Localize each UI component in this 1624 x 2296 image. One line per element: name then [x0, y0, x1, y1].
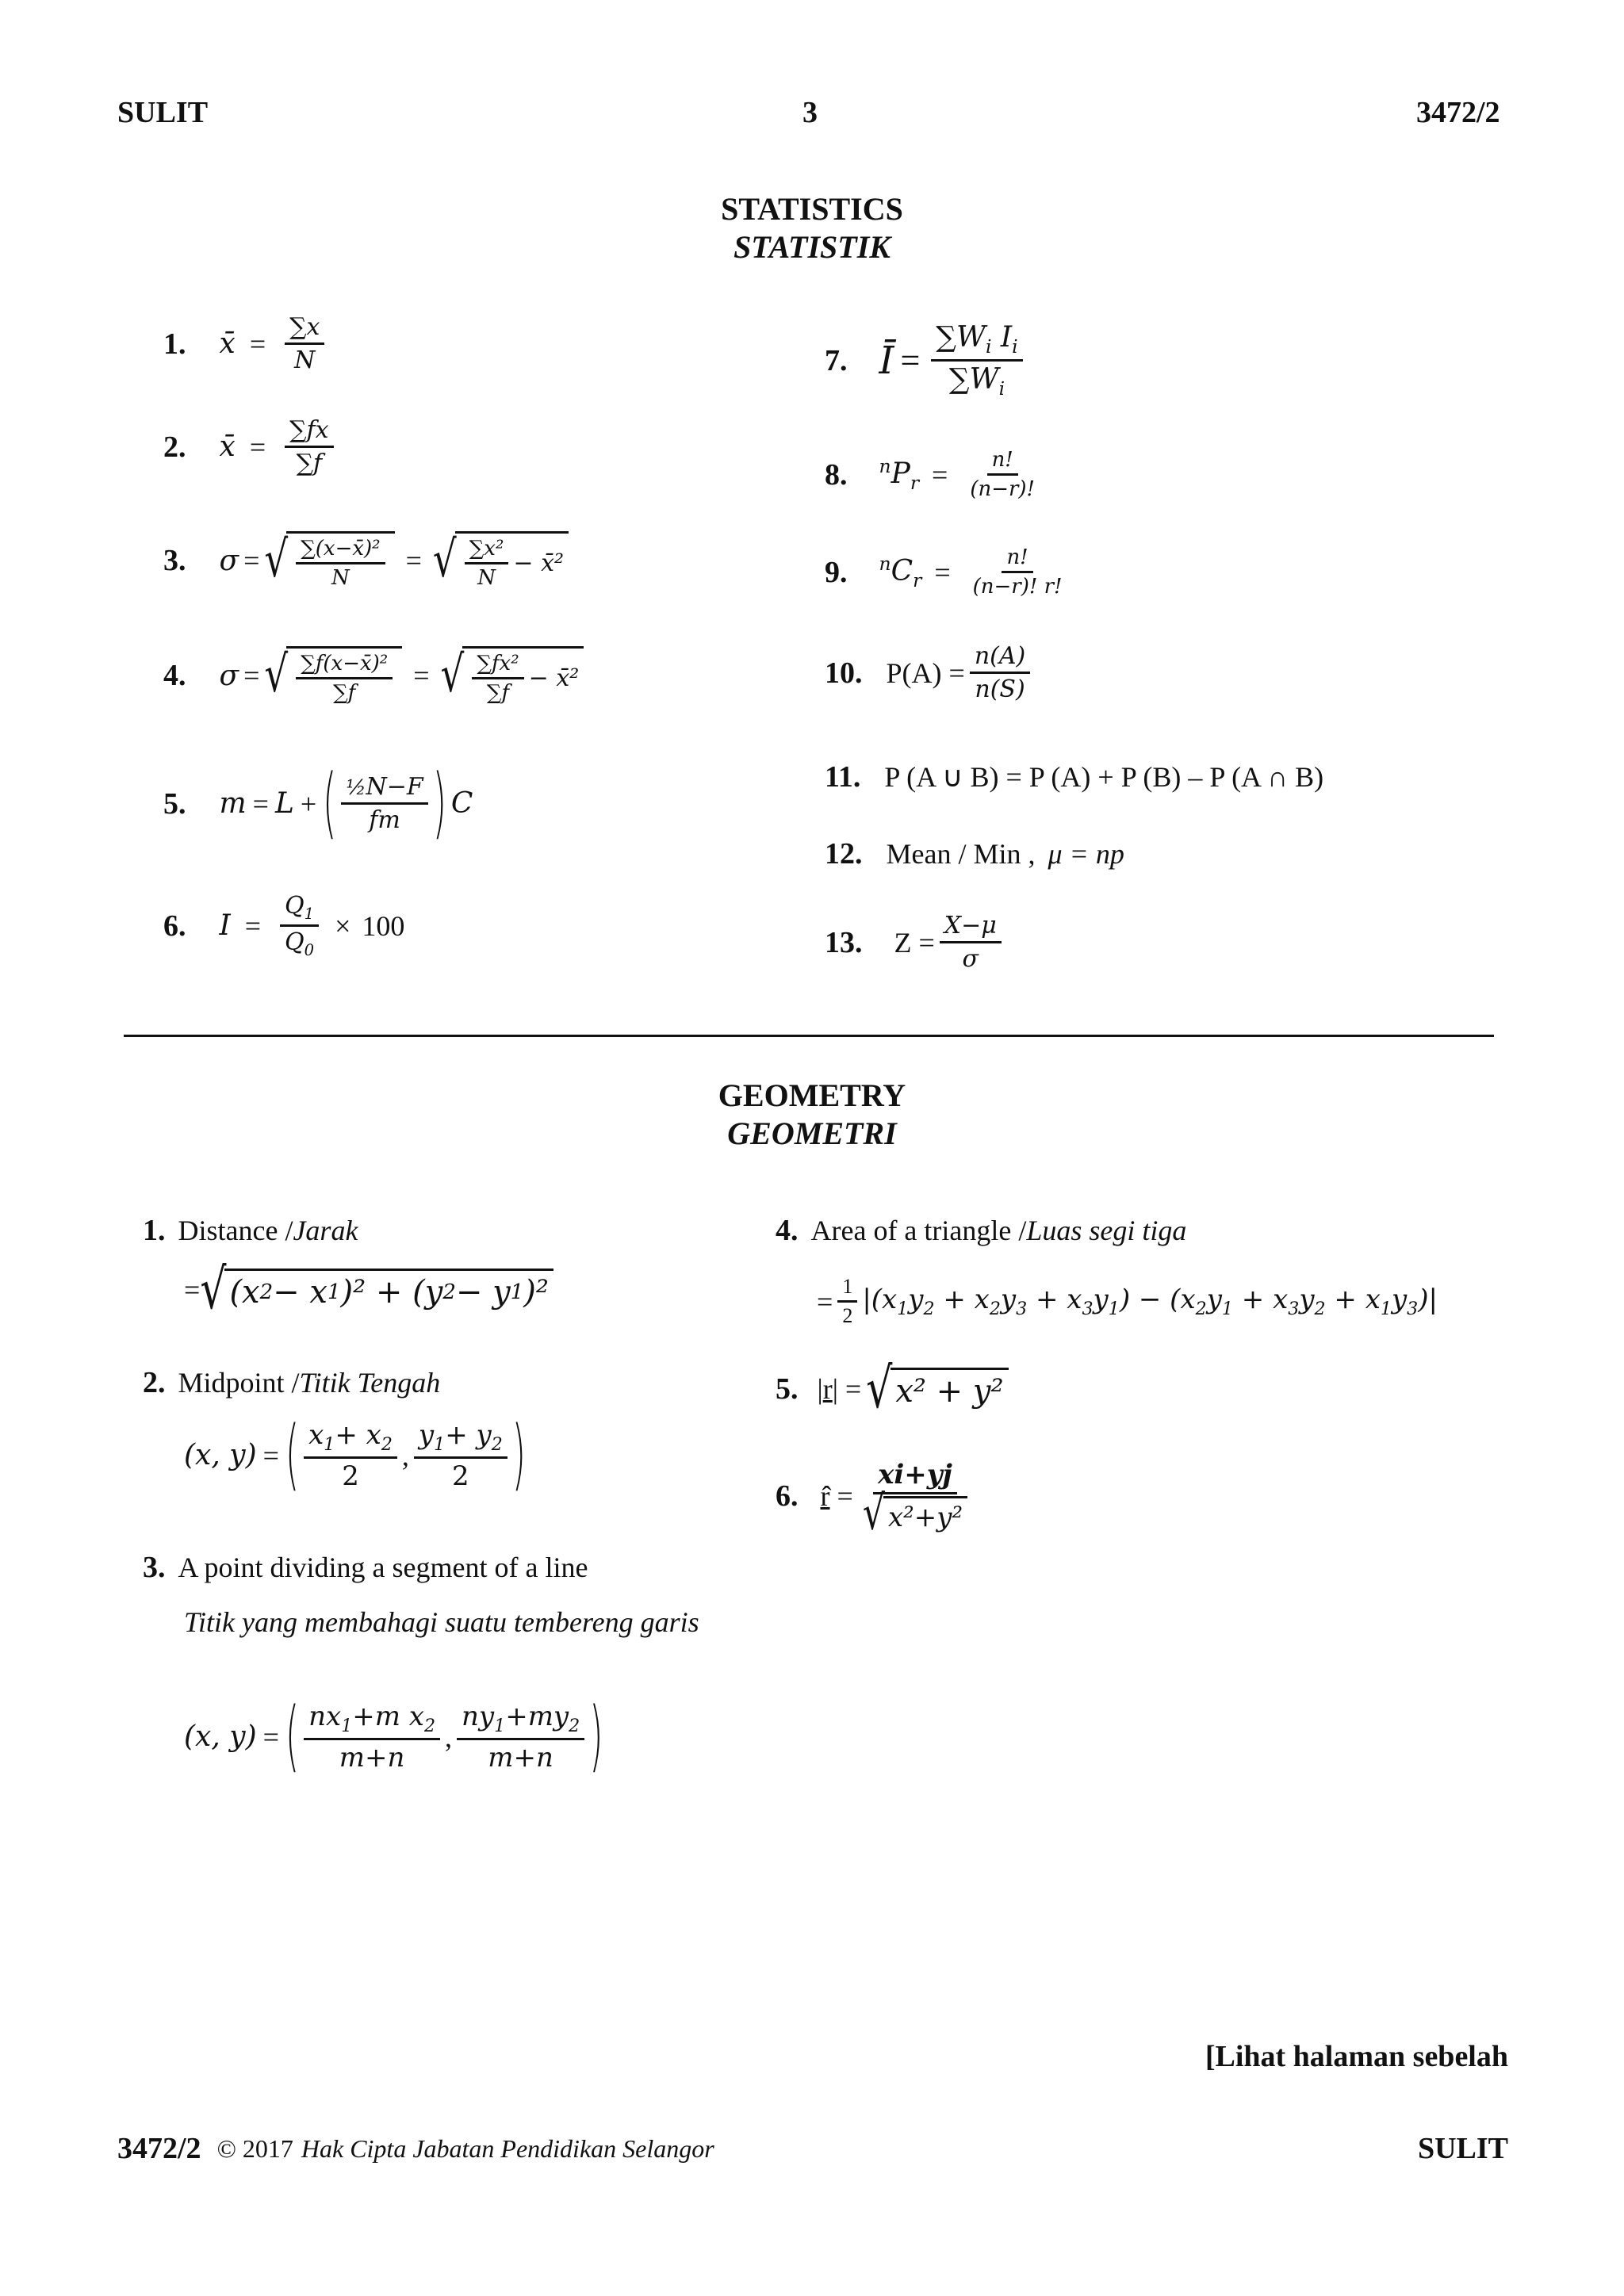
stat-formula-9: 9. $^nC_r$ = $\frac{n!}{(n-r)! r!}$ — [825, 545, 1063, 599]
stat-formula-11: 11. P (A ∪ B) = P (A) + P (B) – P (A ∩ B) — [825, 760, 1324, 794]
geo-formula-2: (x, y) = ( $\frac{x_1+ x_2}{2}$ , $\frac{y_1+ y_2}{2}$ ) — [184, 1410, 526, 1500]
geo-label-3: 3. A point dividing a segment of a line — [143, 1551, 588, 1584]
stat-formula-5: 5. m = L + ( $\frac{\text{½N−F}}{fm}$ ) C — [163, 759, 473, 848]
geo-label-1: 1. Distance / Jarak — [143, 1214, 358, 1247]
header-left: SULIT — [117, 96, 209, 129]
stat-formula-8: 8. $^nP_r$ = $\frac{n!}{(n-r)!}$ — [825, 448, 1036, 501]
stat-formula-2: 2. x̄ = $\frac{\sum fx}{\sum f}$ — [163, 416, 339, 477]
geo-label-2: 2. Midpoint / Titik Tengah — [143, 1366, 441, 1399]
geo-formula-6: 6. r̂ = xi+yj √ x²+y² — [776, 1459, 977, 1533]
page-number: 3 — [802, 96, 818, 129]
stat-formula-12: 12. Mean / Min , μ = np — [825, 837, 1124, 871]
stat-formula-7: 7. Ī = $\frac{\sum W_i I_i}{\sum W_i}$ — [825, 321, 1028, 400]
statistics-subtitle: STATISTIK — [733, 229, 891, 265]
stat-formula-1: 1. x̄ = $\frac{\sum x}{N}$ — [163, 313, 329, 374]
stat-formula-3: 3. σ = √ $\frac{\text{∑(x−x̄)²}}{N}$ = √ $\frac{\text{∑x²}}{N}$ − x̄² — [163, 531, 569, 590]
geo-formula-1: = √ (x 2 − x 1 )² + (y 2 − y 1 )² — [184, 1269, 553, 1311]
header-right: 3472/2 — [1416, 96, 1500, 129]
next-page-note: [Lihat halaman sebelah — [1205, 2040, 1508, 2073]
geo-formula-3: (x, y) = ( $\frac{nx_1+m x_2}{m+n}$ , $\frac{ny_1+my_2}{m+n}$ ) — [184, 1692, 603, 1781]
stat-formula-6: 6. I = $\frac{Q_1}{Q_0}$ × 100 — [163, 892, 405, 959]
geo-label-4: 4. Area of a triangle / Luas segi tiga — [776, 1214, 1187, 1247]
stat-formula-4: 4. σ = √ $\frac{\text{∑f(x−x̄)²}}{\sum f}$ = √ $\frac{\text{∑fx²}}{\sum f}$ − x̄² — [163, 646, 584, 705]
geo-formula-4: = $\frac{1}{2}$ $|(x_1y_2 + x_2y_3 + x_3y_1) - (x_2y_1 + x_3y_2 + x_1y_3)|$ — [817, 1275, 1438, 1327]
geometry-subtitle: GEOMETRI — [727, 1115, 897, 1151]
stat-formula-10: 10. P(A) = $\frac{n(A)}{n(S)}$ — [825, 642, 1035, 703]
stat-formula-13: 13. Z = $\frac{X-\mu}{\sigma}$ — [825, 912, 1006, 973]
statistics-title: STATISTICS — [721, 191, 903, 227]
geo-label-3-malay: Titik yang membahagi suatu tembereng garis — [184, 1606, 699, 1638]
footer-left: 3472/2 © 2017 Hak Cipta Jabatan Pendidikan Selangor — [117, 2132, 714, 2165]
footer-right: SULIT — [1417, 2132, 1508, 2165]
section-divider — [124, 1035, 1494, 1037]
geo-formula-5: 5. |r| = √ x² + y² — [776, 1368, 1009, 1410]
geometry-title: GEOMETRY — [718, 1077, 906, 1113]
